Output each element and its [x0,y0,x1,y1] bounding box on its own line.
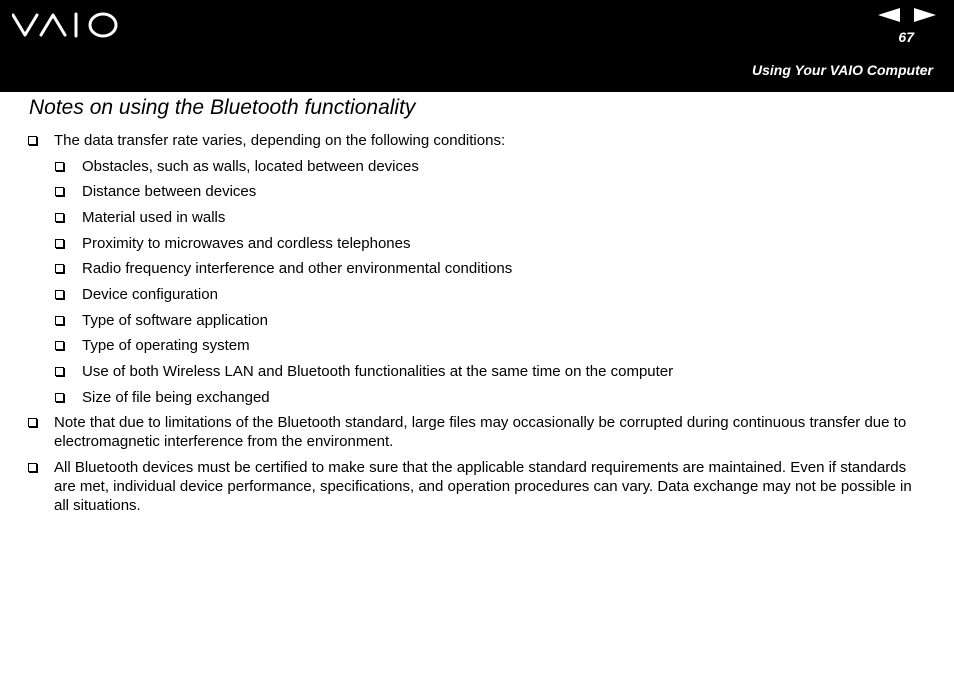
sub-list-item-text: Proximity to microwaves and cordless telephones [82,235,411,252]
list-item [28,458,928,515]
page-title: Notes on using the Bluetooth functionality [29,96,416,119]
checkbox-bullet-icon [55,239,64,248]
checkbox-bullet-icon [55,213,64,222]
checkbox-bullet-icon [55,264,64,273]
vaio-logo [12,11,120,41]
list-item-text: The data transfer rate varies, depending on the following conditions: [54,132,506,149]
checkbox-bullet-icon [55,393,64,402]
sub-list-item-text: Distance between devices [82,183,257,200]
sub-list-item [55,234,855,253]
sub-list-item [55,285,855,304]
checkbox-bullet-icon [55,162,64,171]
sub-list-item-text: Device configuration [82,286,218,303]
list-item [28,131,928,150]
list-item-text: All Bluetooth devices must be certified to make sure that the applicable standard requirements are maintained. Even if standards are met, individual device performance, specifications, and operation procedures can vary. Data exchange may not be possible in all situations. [54,459,912,514]
next-page-arrow-icon[interactable] [912,8,936,22]
checkbox-bullet-icon [55,367,64,376]
sub-list-item [55,311,855,330]
checkbox-bullet-icon [28,463,37,472]
checkbox-bullet-icon [28,136,37,145]
page-header [0,0,954,92]
sub-list-item-text: Radio frequency interference and other environmental conditions [82,260,513,277]
list-item-text: Note that due to limitations of the Bluetooth standard, large files may occasionally be corrupted during continuous transfer due to electromagnetic interference from the environment. [54,414,907,450]
sub-list-item [55,182,855,201]
sub-list-item [55,208,855,227]
previous-page-arrow-icon[interactable] [878,8,902,22]
sub-list-item [55,388,855,407]
sub-list-item-text: Use of both Wireless LAN and Bluetooth functionalities at the same time on the computer [82,363,674,380]
list-item [28,413,928,451]
sub-list-item-text: Obstacles, such as walls, located between devices [82,158,419,175]
checkbox-bullet-icon [55,341,64,350]
sub-list-item [55,157,855,176]
sub-list-item [55,362,855,381]
sub-list-item-text: Type of operating system [82,337,250,354]
sub-list-item-text: Material used in walls [82,209,226,226]
checkbox-bullet-icon [28,418,37,427]
checkbox-bullet-icon [55,187,64,196]
checkbox-bullet-icon [55,290,64,299]
section-title: Using Your VAIO Computer [752,62,933,78]
sub-list-item-text: Type of software application [82,312,268,329]
page-number: 67 [898,29,914,45]
sub-list-item [55,259,855,278]
checkbox-bullet-icon [55,316,64,325]
sub-list-item [55,336,855,355]
sub-list-item-text: Size of file being exchanged [82,389,270,406]
